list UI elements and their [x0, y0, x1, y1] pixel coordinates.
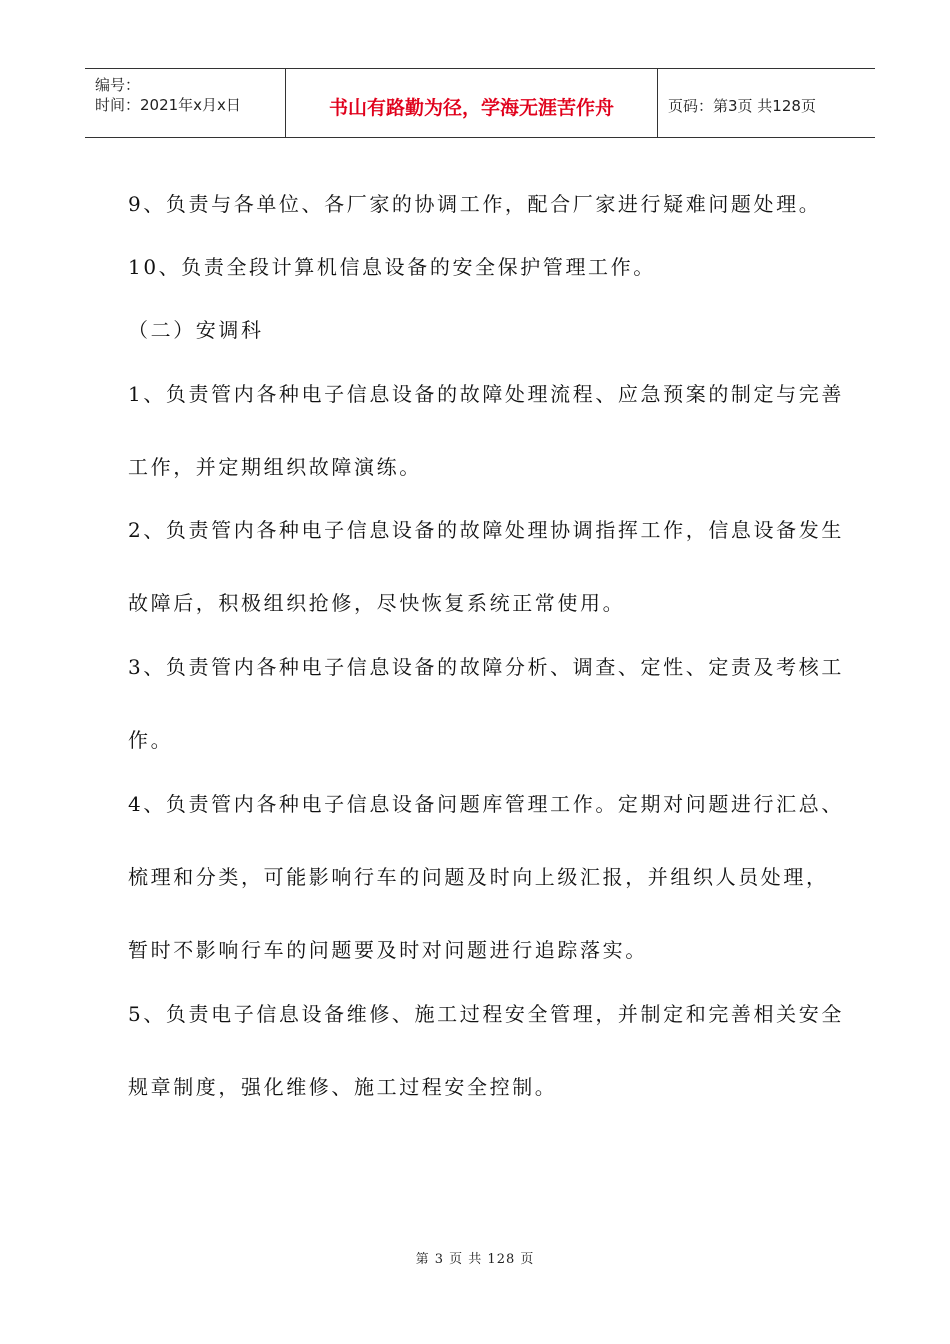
body-line: 梳理和分类，可能影响行车的问题及时向上级汇报，并组织人员处理， — [128, 865, 829, 889]
body-line: 5、负责电子信息设备维修、施工过程安全管理，并制定和完善相关安全 — [128, 1002, 844, 1026]
document-date-label: 时间：2021年x月x日 — [95, 96, 241, 114]
page-header — [85, 68, 875, 138]
document-number-label: 编号： — [95, 76, 141, 94]
section-heading: （二）安调科 — [128, 318, 264, 342]
body-line: 工作，并定期组织故障演练。 — [128, 455, 422, 479]
body-line: 暂时不影响行车的问题要及时对问题进行追踪落实。 — [128, 938, 648, 962]
body-line: 故障后，积极组织抢修，尽快恢复系统正常使用。 — [128, 591, 626, 615]
body-line: 1、负责管内各种电子信息设备的故障处理流程、应急预案的制定与完善 — [128, 382, 844, 406]
body-line: 4、负责管内各种电子信息设备问题库管理工作。定期对问题进行汇总、 — [128, 792, 844, 816]
header-meta — [85, 69, 285, 137]
body-line: 2、负责管内各种电子信息设备的故障处理协调指挥工作，信息设备发生 — [128, 518, 844, 542]
body-line: 作。 — [128, 728, 174, 752]
header-motto: 书山有路勤为径，学海无涯苦作舟 — [285, 69, 658, 137]
body-line: 10、负责全段计算机信息设备的安全保护管理工作。 — [128, 255, 656, 279]
body-line: 规章制度，强化维修、施工过程安全控制。 — [128, 1075, 558, 1099]
header-page-number: 页码：第3页 共128页 — [668, 96, 816, 115]
body-line: 3、负责管内各种电子信息设备的故障分析、调查、定性、定责及考核工 — [128, 655, 844, 679]
page-footer: 第 3 页 共 128 页 — [415, 1252, 535, 1267]
body-line: 9、负责与各单位、各厂家的协调工作，配合厂家进行疑难问题处理。 — [128, 192, 822, 216]
